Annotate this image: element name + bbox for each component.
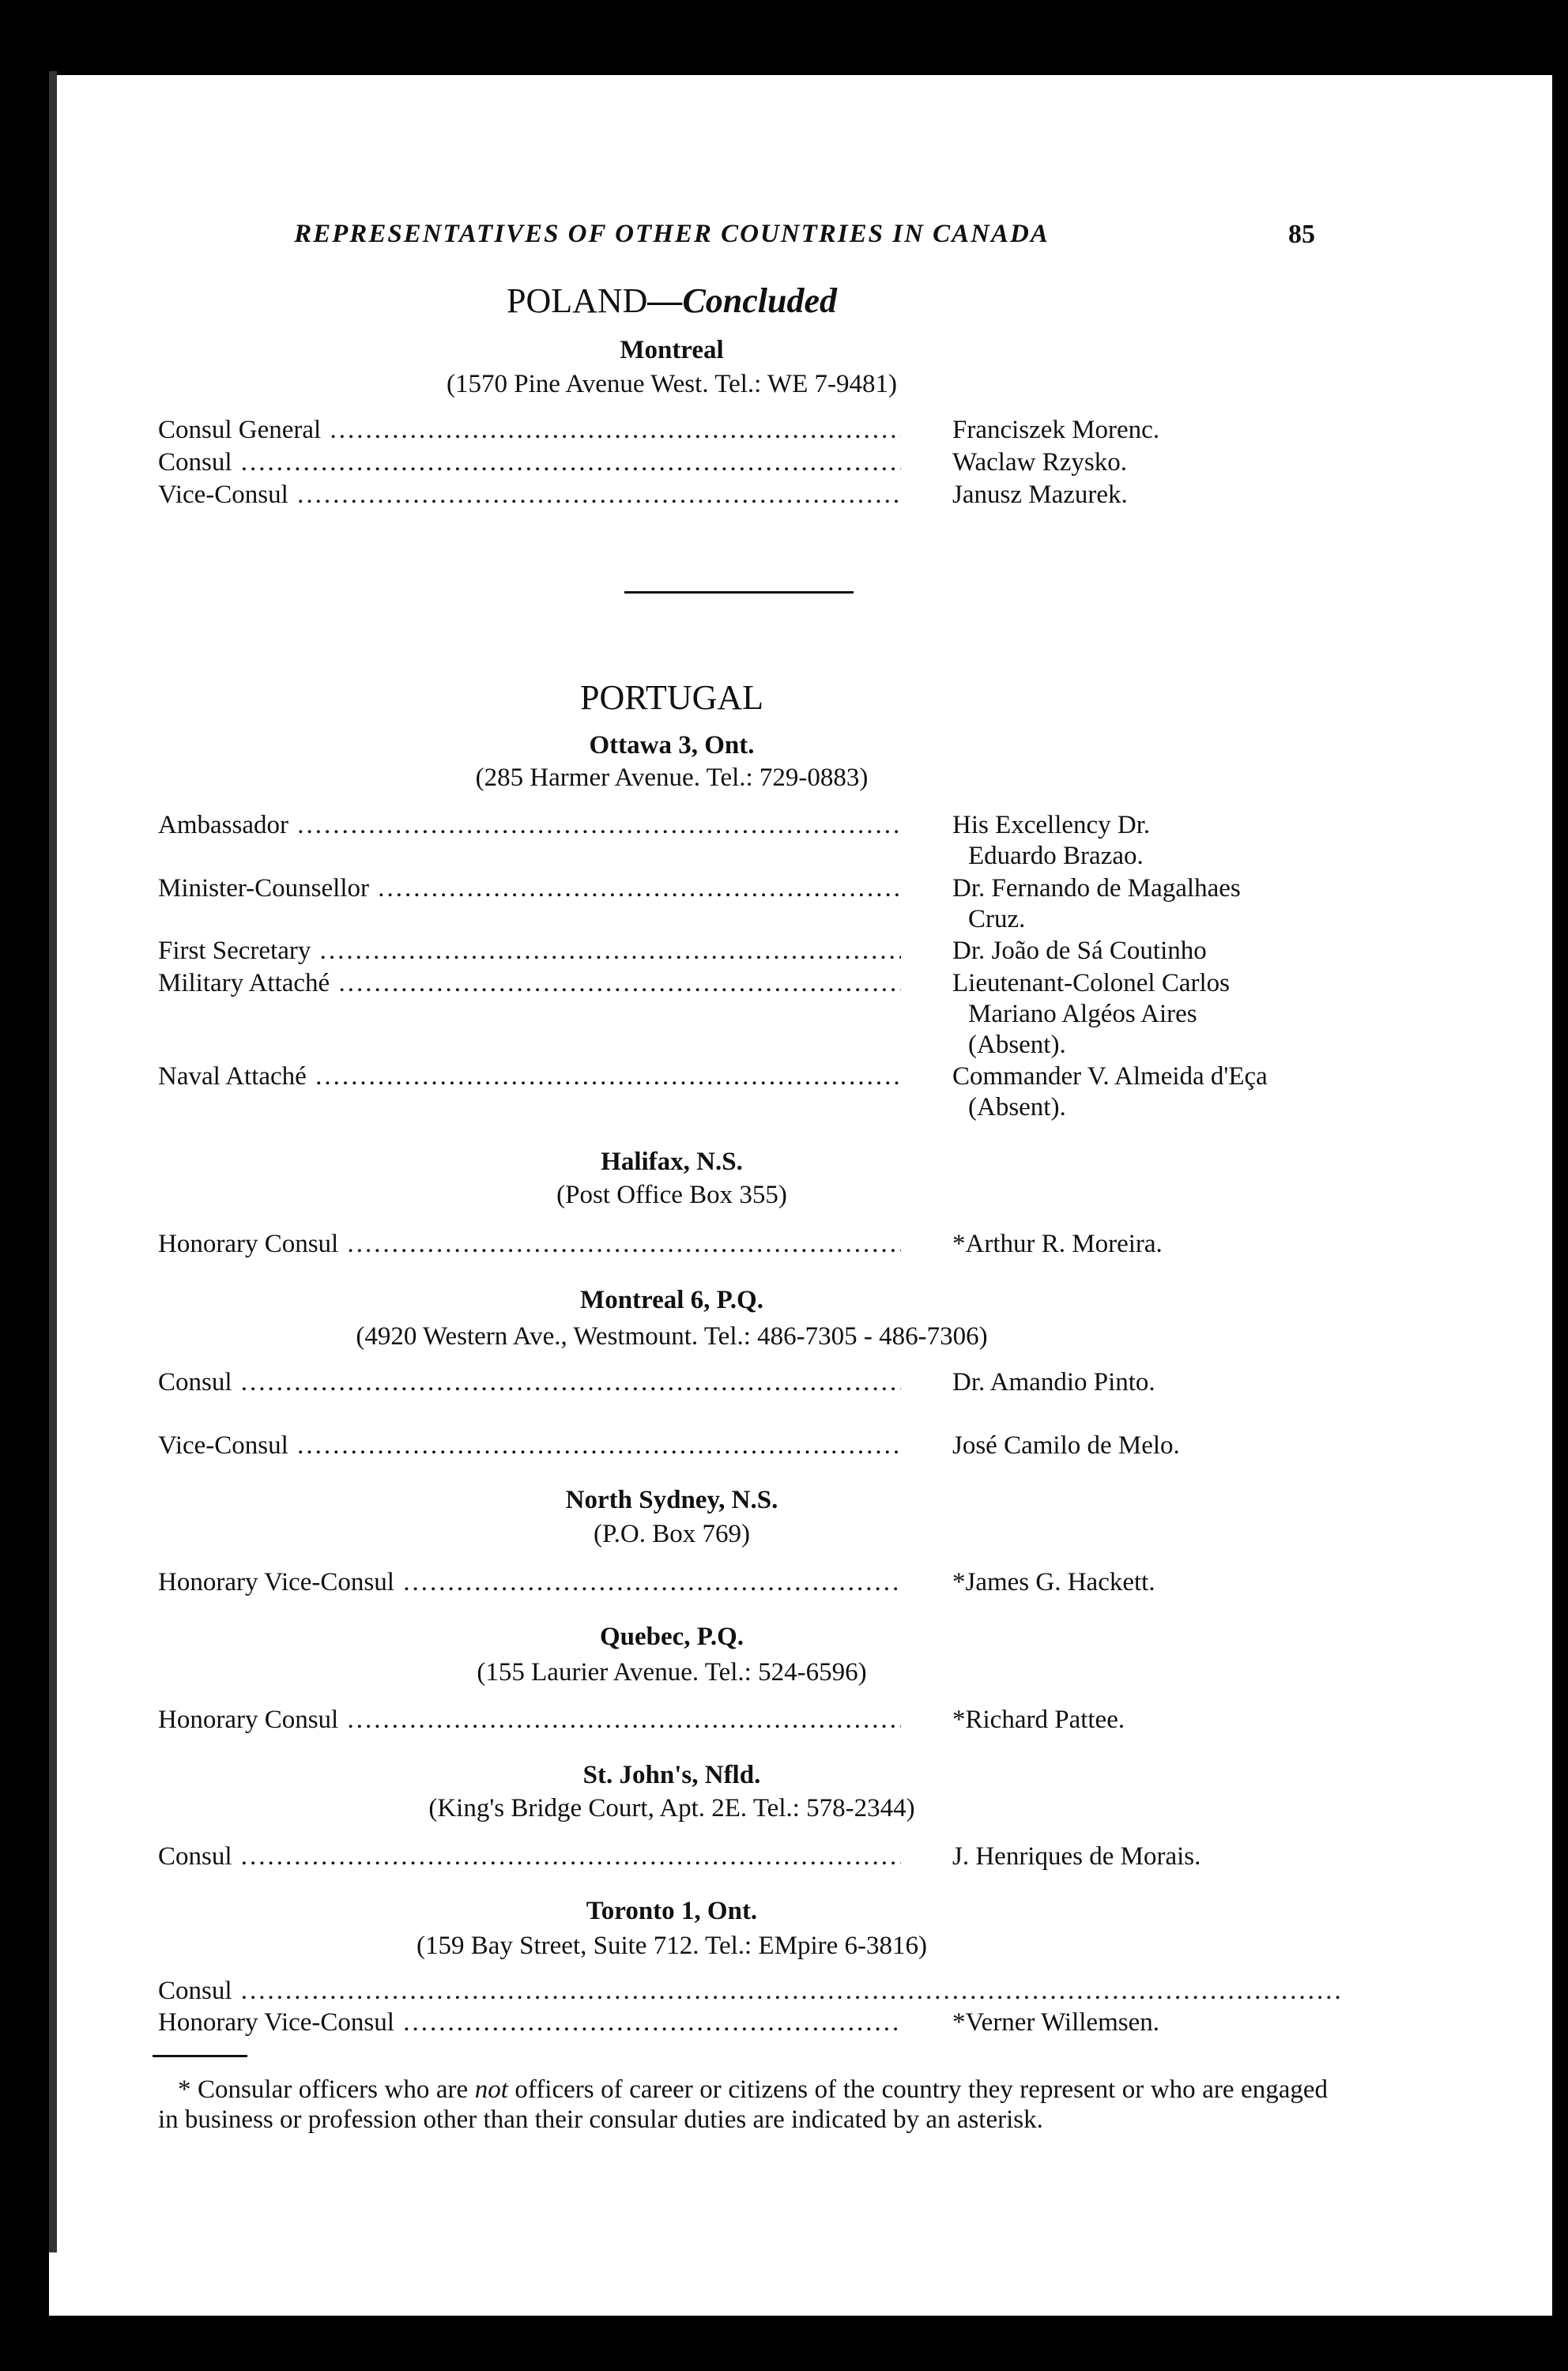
- position-title: Military Attaché .....: [158, 968, 901, 999]
- country-heading-portugal: PORTUGAL: [579, 678, 764, 717]
- footnote-text: * Consular officers who are: [178, 2075, 475, 2104]
- officer-name: [952, 968, 1348, 1061]
- city-address: (King's Bridge Court, Apt. 2E. Tel.: 578-2344): [428, 1794, 915, 1823]
- officer-name: [952, 810, 1348, 872]
- footnote-text: officers of career or citizens of the country they represent or who are engaged in business or profession other than their consular duties are indicated by an asterisk.: [158, 2075, 1328, 2134]
- city-address: (1570 Pine Avenue West. Tel.: WE 7-9481): [446, 370, 897, 398]
- officer-name: *Arthur R. Moreira.: [952, 1229, 1348, 1260]
- city-address: (155 Laurier Avenue. Tel.: 524-6596): [477, 1658, 867, 1687]
- position-title: Naval Attaché .....: [158, 1061, 901, 1092]
- position-title: Minister-Counsellor .....: [158, 873, 901, 904]
- position-title: Consul .....: [158, 1367, 901, 1398]
- position-title: Vice-Consul .....: [158, 480, 901, 511]
- city-heading: Montreal 6, P.Q.: [580, 1286, 763, 1314]
- city-address: (Post Office Box 355): [556, 1181, 787, 1209]
- officer-name: J. Henriques de Morais.: [952, 1841, 1348, 1872]
- footnote-rule: [153, 2055, 247, 2057]
- officer-name-line: Dr. Fernando de Magalhaes: [952, 874, 1241, 903]
- city-address: (4920 Western Ave., Westmount. Tel.: 486-7305 - 486-7306): [356, 1322, 988, 1351]
- officer-name: Dr. João de Sá Coutinho: [952, 936, 1348, 967]
- position-title: Ambassador .....: [158, 810, 901, 841]
- officer-name: José Camilo de Melo.: [952, 1431, 1348, 1461]
- officer-name: *Richard Pattee.: [952, 1705, 1348, 1736]
- city-address: (P.O. Box 769): [593, 1520, 751, 1548]
- officer-name-line: (Absent).: [968, 1031, 1066, 1059]
- position-title: Consul General .....: [158, 415, 901, 446]
- section-divider: [624, 591, 854, 594]
- officer-name: Dr. Amandio Pinto.: [952, 1367, 1348, 1398]
- page-number: 85: [1288, 220, 1315, 249]
- city-heading: Montreal: [620, 336, 724, 364]
- concluded-label: —Concluded: [647, 281, 838, 320]
- officer-name-line: Eduardo Brazao.: [968, 842, 1144, 870]
- city-heading: St. John's, Nfld.: [582, 1761, 761, 1789]
- footnote: [158, 2075, 1328, 2135]
- position-title: Honorary Consul .....: [158, 1229, 901, 1260]
- scan-border-top: [0, 0, 1568, 75]
- city-heading: Ottawa 3, Ont.: [589, 731, 755, 760]
- position-title: Honorary Vice-Consul .....: [158, 2007, 901, 2038]
- position-title: Consul .....: [158, 1976, 1344, 2007]
- position-title: Honorary Vice-Consul .....: [158, 1567, 901, 1598]
- city-address: (159 Bay Street, Suite 712. Tel.: EMpire 6-3816): [416, 1932, 927, 1960]
- officer-name: Janusz Mazurek.: [952, 480, 1348, 511]
- position-title: Vice-Consul .....: [158, 1431, 901, 1461]
- officer-name-line: Lieutenant-Colonel Carlos: [952, 969, 1230, 997]
- officer-name-line: Mariano Algéos Aires: [968, 1000, 1197, 1028]
- scan-border-bottom: [0, 2316, 1568, 2371]
- officer-name: [952, 873, 1348, 935]
- officer-name-line: Cruz.: [968, 905, 1026, 933]
- position-title: Honorary Consul .....: [158, 1705, 901, 1736]
- city-heading: Halifax, N.S.: [601, 1148, 743, 1176]
- running-head: [158, 220, 1344, 259]
- city-heading: Quebec, P.Q.: [599, 1623, 744, 1651]
- officer-name-line: His Excellency Dr.: [952, 811, 1151, 839]
- position-title: Consul .....: [158, 1841, 901, 1872]
- officer-name: [952, 1061, 1348, 1123]
- officer-name: Waclaw Rzysko.: [952, 447, 1348, 478]
- city-heading: Toronto 1, Ont.: [586, 1897, 758, 1925]
- city-heading: North Sydney, N.S.: [565, 1486, 778, 1514]
- scan-border-left: [0, 0, 49, 2371]
- country-heading-poland: [158, 281, 1185, 321]
- officer-name: *James G. Hackett.: [952, 1567, 1348, 1598]
- position-title: Consul .....: [158, 447, 901, 478]
- country-name: POLAND: [506, 281, 648, 320]
- officer-name: *Verner Willemsen.: [952, 2007, 1348, 2038]
- officer-name-line: Commander V. Almeida d'Eça: [952, 1062, 1268, 1091]
- officer-name-line: (Absent).: [968, 1093, 1066, 1121]
- footnote-emphasis: not: [474, 2075, 508, 2104]
- scan-border-right: [1552, 0, 1568, 2371]
- position-title: First Secretary .....: [158, 936, 901, 967]
- city-address: (285 Harmer Avenue. Tel.: 729-0883): [475, 763, 869, 792]
- page-binding-edge: [49, 71, 57, 2252]
- running-title: REPRESENTATIVES OF OTHER COUNTRIES IN CANADA: [294, 220, 1050, 248]
- officer-name: Franciszek Morenc.: [952, 415, 1348, 446]
